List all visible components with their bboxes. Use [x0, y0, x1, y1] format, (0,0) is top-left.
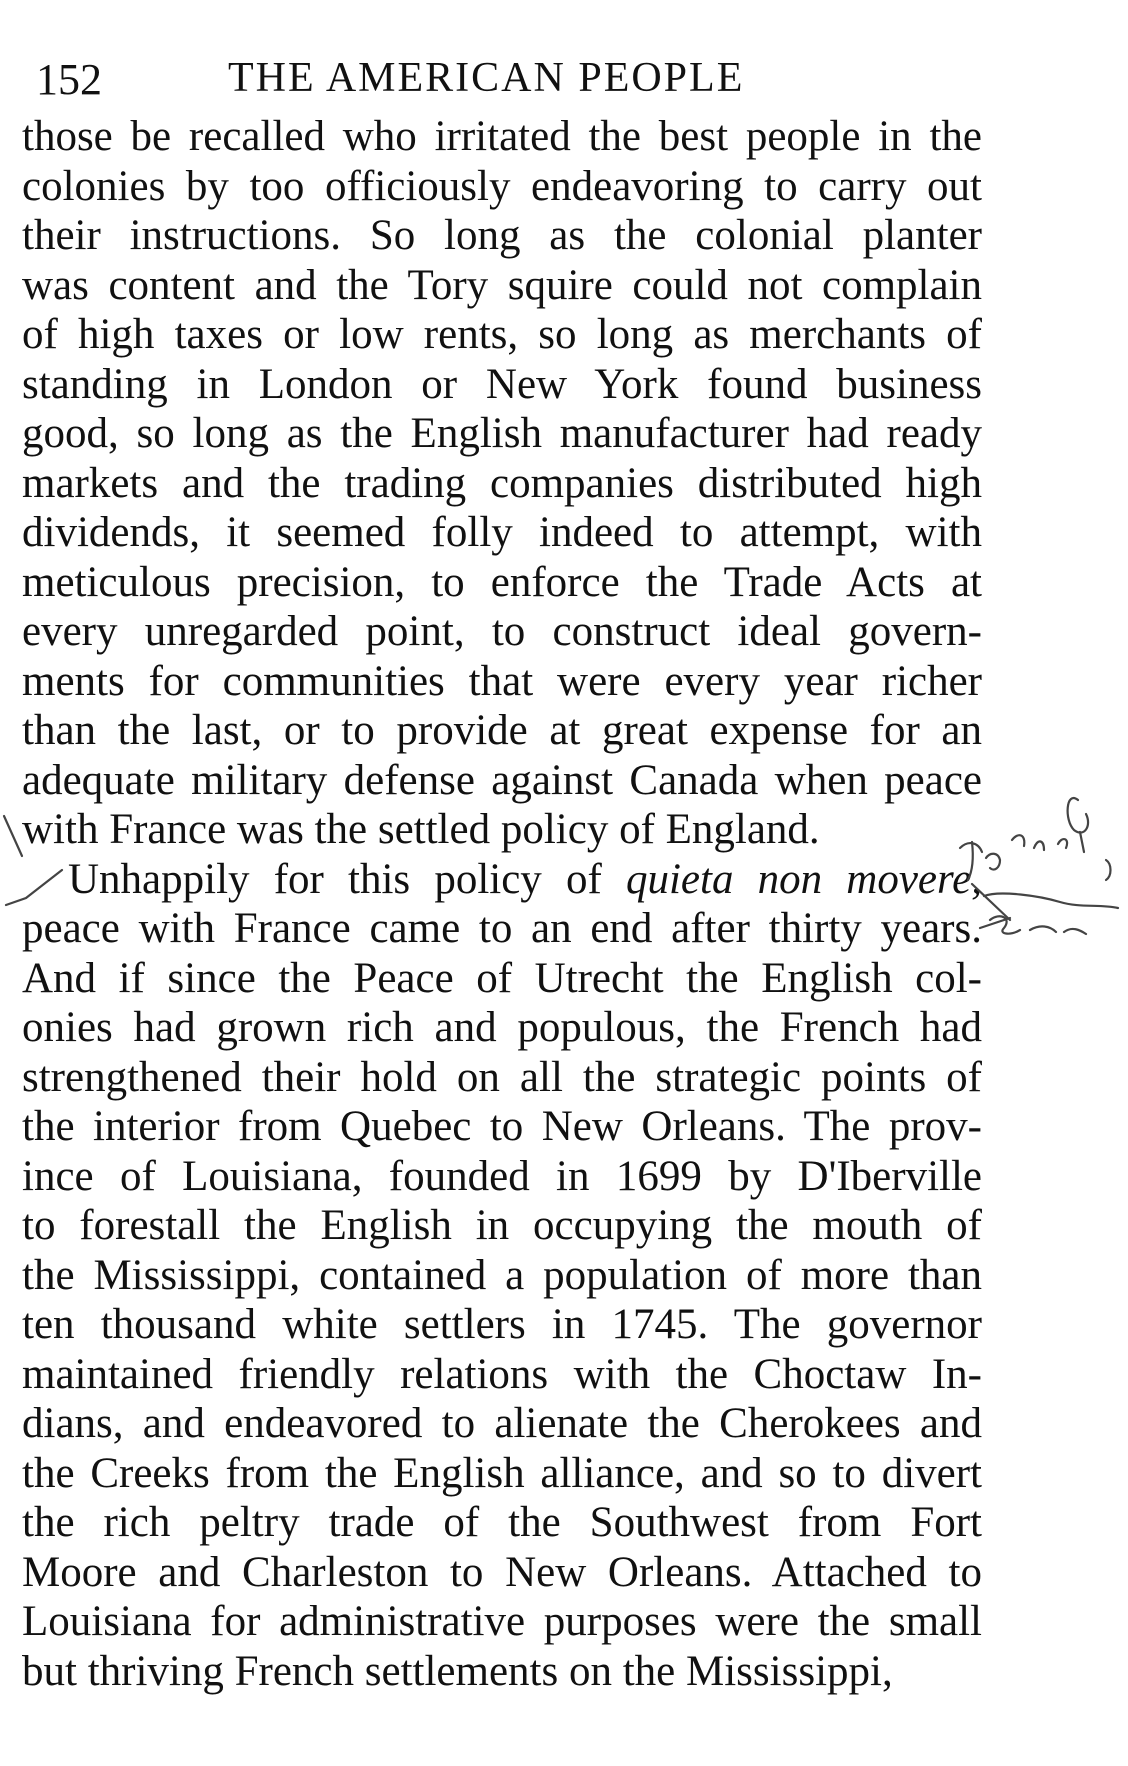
text-line: with France was the settled policy of England.	[22, 806, 820, 853]
text-line: adequate military defense against Canada when peace	[22, 756, 982, 804]
body-text	[22, 112, 982, 1696]
text-line: peace with France came to an end after thirty years.	[22, 905, 982, 952]
text-line: of high taxes or low rents, so long as merchants of	[22, 311, 982, 358]
paragraph-2	[22, 855, 982, 1697]
text-line: dians, and endeavored to alienate the Cherokees and	[22, 1400, 982, 1447]
text-line: good, so long as the English manufacturer had ready	[22, 410, 982, 457]
running-title: THE AMERICAN PEOPLE	[228, 55, 745, 101]
text-line-first	[22, 855, 982, 905]
text-line: ten thousand white settlers in 1745. The governor	[22, 1301, 982, 1348]
text-line: meticulous precision, to enforce the Trade Acts at	[22, 558, 982, 606]
text-line: but thriving French settlements on the Mississippi,	[22, 1647, 893, 1695]
text-line: ince of Louisiana, founded in 1699 by D'Iberville	[22, 1152, 982, 1200]
margin-loop-icon	[1068, 798, 1088, 852]
text-line: the interior from Quebec to New Orleans. The prov-	[22, 1103, 982, 1150]
margin-underline-icon	[984, 894, 1118, 908]
text-line: to forestall the English in occupying the mouth of	[22, 1202, 982, 1249]
text-line: the Mississippi, contained a population of more than	[22, 1251, 982, 1299]
text-line: maintained friendly relations with the Choctaw In-	[22, 1350, 982, 1398]
text-line: than the last, or to provide at great expense for an	[22, 707, 982, 754]
text-line: ments for communities that were every year richer	[22, 657, 982, 705]
paragraph-1	[22, 112, 982, 855]
text-line: strengthened their hold on all the strategic points of	[22, 1053, 982, 1101]
text-line: dividends, it seemed folly indeed to attempt, with	[22, 509, 982, 556]
text-line: onies had grown rich and populous, the French had	[22, 1004, 982, 1051]
margin-scribble-icon	[1012, 835, 1067, 850]
page-number: 152	[36, 55, 102, 104]
latin-phrase: quieta non movere,	[625, 855, 982, 903]
text-line: standing in London or New York found business	[22, 360, 982, 408]
running-head	[28, 48, 988, 108]
text-line: every unregarded point, to construct ideal govern-	[22, 608, 982, 655]
first-line-prefix: Unhappily for this policy of	[68, 855, 626, 903]
text-line: Louisiana for administrative purposes were the small	[22, 1598, 982, 1645]
text-line: the Creeks from the English alliance, and so to divert	[22, 1449, 982, 1497]
text-line: Moore and Charleston to New Orleans. Attached to	[22, 1548, 982, 1596]
text-line: those be recalled who irritated the best people in the	[22, 113, 982, 160]
margin-hook-icon	[1106, 860, 1111, 880]
text-line: markets and the trading companies distributed high	[22, 459, 982, 507]
text-line: was content and the Tory squire could not complain	[22, 261, 982, 309]
text-line: their instructions. So long as the colonial planter	[22, 212, 982, 259]
text-line: the rich peltry trade of the Southwest from Fort	[22, 1499, 982, 1546]
text-line: colonies by too officiously endeavoring to carry out	[22, 162, 982, 210]
margin-scribble-icon	[990, 916, 1086, 934]
text-line: And if since the Peace of Utrecht the English col-	[22, 954, 982, 1002]
margin-slash-icon	[4, 816, 22, 856]
